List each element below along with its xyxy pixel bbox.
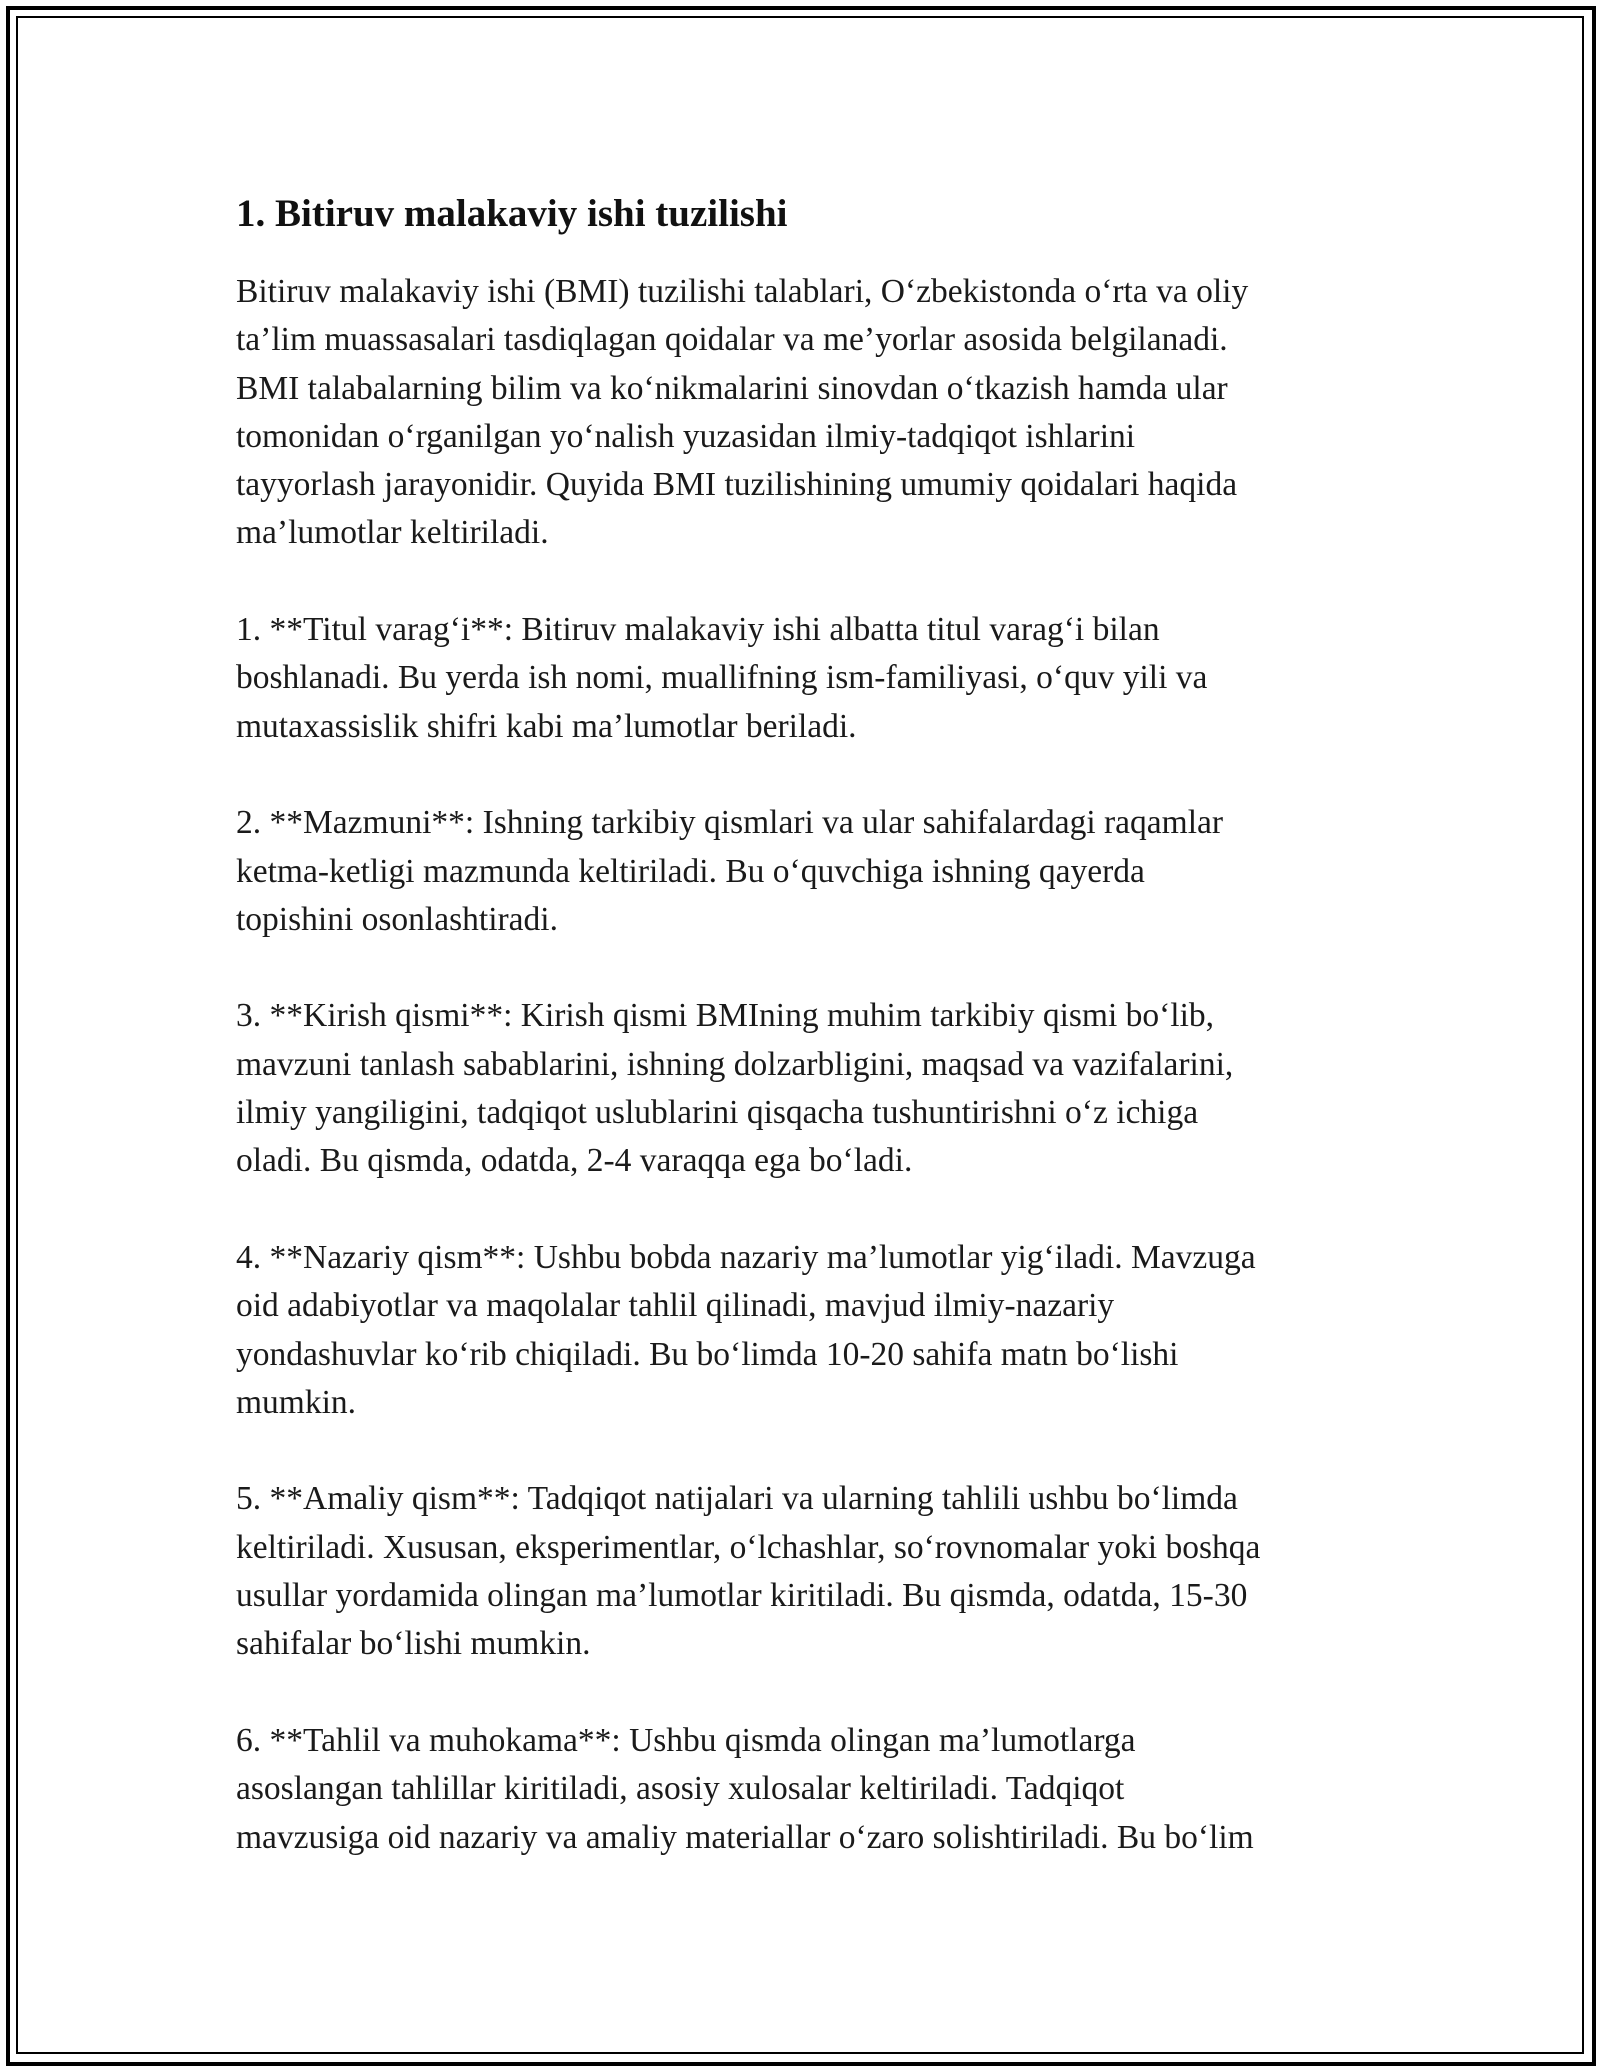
text-line: tomonidan o‘rganilgan yo‘nalish yuzasidan ilmiy-tadqiqot ishlarini (236, 417, 1136, 455)
text-line: 3. **Kirish qismi**: Kirish qismi BMIning muhim tarkibiy qismi bo‘lib, (236, 997, 1215, 1035)
text-line: BMI talabalarning bilim va ko‘nikmalarini sinovdan o‘tkazish hamda ular (236, 369, 1228, 407)
text-line: oladi. Bu qismda, odatda, 2-4 varaqqa ega bo‘ladi. (236, 1142, 913, 1180)
text-line: ilmiy yangiligini, tadqiqot uslublarini qisqacha tushuntirishni o‘z ichiga (236, 1094, 1199, 1132)
text-line: oid adabiyotlar va maqolalar tahlil qilinadi, mavjud ilmiy-nazariy (236, 1287, 1115, 1325)
text-line: keltiriladi. Xususan, eksperimentlar, o‘lchashlar, so‘rovnomalar yoki boshqa (236, 1528, 1261, 1566)
text-line: mumkin. (236, 1383, 357, 1421)
text-line: ketma-ketligi mazmunda keltiriladi. Bu o‘quvchiga ishning qayerda (236, 852, 1145, 890)
text-line: mavzuni tanlash sabablarini, ishning dolzarbligini, maqsad va vazifalarini, (236, 1045, 1234, 1083)
paragraph-item-6 (236, 1717, 1386, 1862)
text-line: ma’lumotlar keltiriladi. (236, 514, 549, 552)
paragraph-intro (236, 268, 1386, 558)
text-line: Bitiruv malakaviy ishi (BMI) tuzilishi talablari, O‘zbekistonda o‘rta va oliy (236, 273, 1249, 310)
text-line: usullar yordamida olingan ma’lumotlar kiritiladi. Bu qismda, odatda, 15-30 (236, 1577, 1248, 1615)
paragraph-item-3 (236, 992, 1386, 1185)
text-line: 1. **Titul varag‘i**: Bitiruv malakaviy ishi albatta titul varag‘i bilan (236, 611, 1160, 649)
document-body (236, 184, 1386, 1910)
paragraph-item-5 (236, 1475, 1386, 1668)
text-line: topishini osonlashtiradi. (236, 900, 558, 938)
text-line: sahifalar bo‘lishi mumkin. (236, 1625, 591, 1663)
text-line: mavzusiga oid nazariy va amaliy materiallar o‘zaro solishtiriladi. Bu bo‘lim (236, 1818, 1254, 1856)
text-line: yondashuvlar ko‘rib chiqiladi. Bu bo‘limda 10-20 sahifa matn bo‘lishi (236, 1335, 1179, 1373)
section-title: 1. Bitiruv malakaviy ishi tuzilishi (236, 192, 788, 235)
paragraph-item-1 (236, 606, 1386, 751)
text-line: tayyorlash jarayonidir. Quyida BMI tuzilishining umumiy qoidalari haqida (236, 466, 1238, 504)
text-line: 5. **Amaliy qism**: Tadqiqot natijalari va ularning tahlili ushbu bo‘limda (236, 1480, 1238, 1518)
paragraph-item-4 (236, 1234, 1386, 1427)
paragraph-item-2 (236, 799, 1386, 944)
text-line: ta’lim muassasalari tasdiqlagan qoidalar va me’yorlar asosida belgilanadi. (236, 321, 1228, 359)
text-line: asoslangan tahlillar kiritiladi, asosiy xulosalar keltiriladi. Tadqiqot (236, 1770, 1125, 1808)
text-line: mutaxassislik shifri kabi ma’lumotlar beriladi. (236, 707, 857, 745)
text-line: 2. **Mazmuni**: Ishning tarkibiy qismlari va ular sahifalardagi raqamlar (236, 804, 1224, 842)
text-line: boshlanadi. Bu yerda ish nomi, muallifning ism-familiyasi, o‘quv yili va (236, 659, 1208, 697)
text-line: 6. **Tahlil va muhokama**: Ushbu qismda olingan ma’lumotlarga (236, 1721, 1136, 1759)
text-line: 4. **Nazariy qism**: Ushbu bobda nazariy ma’lumotlar yig‘iladi. Mavzuga (236, 1238, 1256, 1276)
